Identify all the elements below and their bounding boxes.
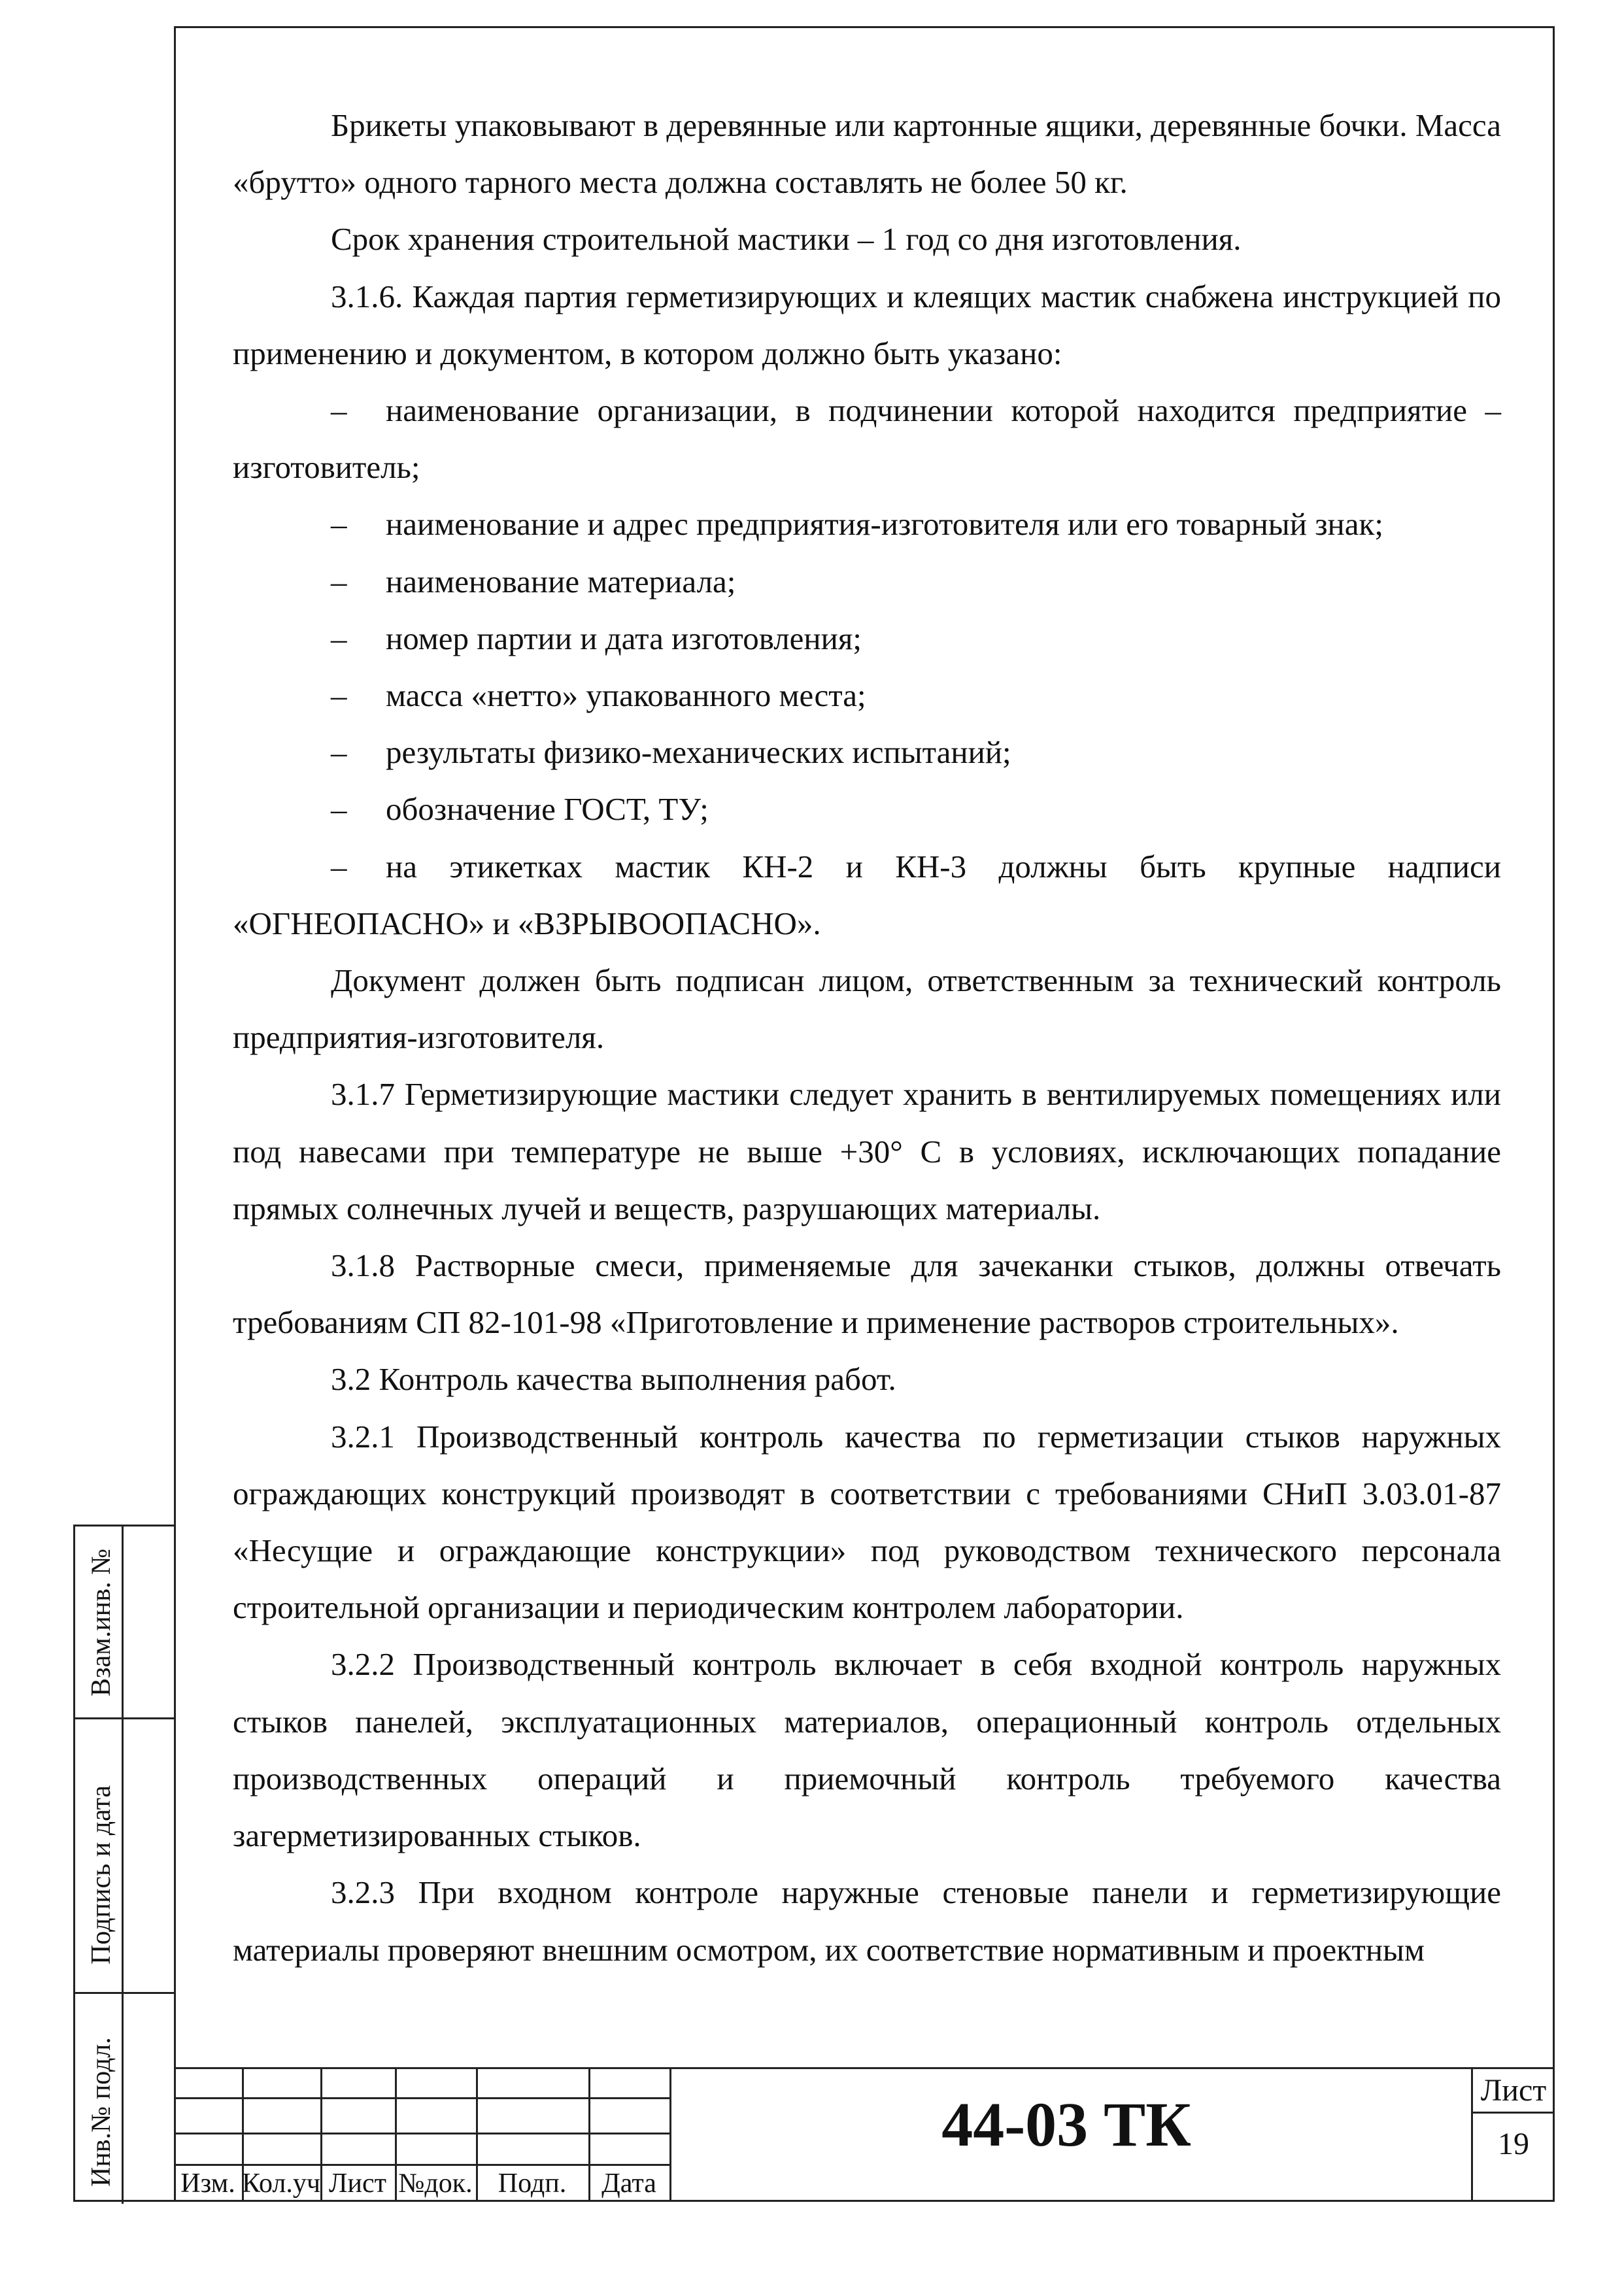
title-block-row-line (174, 2133, 671, 2134)
col-label-data: Дата (601, 2168, 656, 2199)
list-item-text: номер партии и дата изготовления; (386, 620, 862, 656)
dash-marker: – (331, 392, 347, 429)
col-label-list: Лист (329, 2168, 386, 2199)
document-body (233, 97, 1501, 1978)
list-item (233, 724, 1501, 781)
list-item (233, 610, 1501, 667)
dash-marker: – (331, 734, 347, 771)
list-item (233, 382, 1501, 496)
dash-marker: – (331, 791, 347, 828)
side-stamp-row-line (75, 1992, 176, 1994)
col-label-kol-uch: Кол.уч (242, 2168, 320, 2199)
list-item-text: наименование материала; (386, 563, 736, 599)
dash-marker: – (331, 677, 347, 714)
dash-marker: – (331, 506, 347, 543)
document-code: 44-03 ТК (941, 2089, 1191, 2159)
sheet-label: Лист (1480, 2073, 1547, 2108)
paragraph: Срок хранения строительной мастики – 1 год со дня изготовления. (331, 221, 1242, 258)
paragraph: 3.2.1 Производственный контроль качества по герметизации стыков наружных ограждающих конструкций производят в соответствии с требованиями СНиП 3.03.01-87 «Несущие и ограждающие конструкции» под руководством технического персонала строительной организации и периодическим контролем лаборатории. (233, 1418, 1501, 1626)
inv-orig-label: Инв.№ подл. (86, 2037, 116, 2187)
col-label-podp: Подп. (498, 2168, 567, 2199)
dash-marker: – (331, 848, 347, 885)
paragraph: Документ должен быть подписан лицом, ответственным за технический контроль предприятия-изготовителя. (233, 962, 1501, 1056)
side-stamp (73, 1525, 174, 2202)
title-block-row-line (1471, 2112, 1555, 2114)
title-block-col-line (1471, 2067, 1473, 2202)
paragraph: 3.1.7 Герметизирующие мастики следует хранить в вентилируемых помещениях или под навесами при температуре не выше +30° С в условиях, исключающих попадание прямых солнечных лучей и веществ, разрушающих материалы. (233, 1076, 1501, 1226)
title-block-row-line (174, 2097, 671, 2099)
paragraph: 3.2 Контроль качества выполнения работ. (331, 1361, 896, 1398)
paragraph: 3.1.8 Растворные смеси, применяемые для зачеканки стыков, должны отвечать требованиям СП 82-101-98 «Приготовление и применение растворов строительных». (233, 1247, 1501, 1341)
paragraph: 3.2.3 При входном контроле наружные стеновые панели и герметизирующие материалы проверяют внешним осмотром, их соответствие нормативным и проектным (233, 1874, 1501, 1968)
list-item-text: наименование и адрес предприятия-изготовителя или его товарный знак; (386, 506, 1383, 543)
list-item (233, 667, 1501, 724)
list-item (233, 553, 1501, 610)
list-item-text: результаты физико-механических испытаний; (386, 734, 1011, 771)
sheet-number: 19 (1498, 2127, 1529, 2161)
col-label-ndok: №док. (398, 2168, 473, 2199)
paragraph: Брикеты упаковывают в деревянные или картонные ящики, деревянные бочки. Масса «брутто» одного тарного места должна составлять не более 50 кг. (233, 107, 1501, 201)
list-item (233, 496, 1501, 552)
col-label-izm: Изм. (180, 2168, 235, 2199)
sign-date-label: Подпись и дата (86, 1785, 116, 1965)
dash-marker: – (331, 563, 347, 599)
list-item-text: на этикетках мастик КН-2 и КН-3 должны быть крупные надписи «ОГНЕОПАСНО» и «ВЗРЫВООПАСНО». (233, 848, 1501, 941)
list-item-text: масса «нетто» упакованного места; (386, 677, 866, 714)
list-item-text: наименование организации, в подчинении которой находится предприятие – изготовитель; (233, 392, 1501, 486)
list-item-text: обозначение ГОСТ, ТУ; (386, 791, 709, 828)
paragraph: 3.1.6. Каждая партия герметизирующих и клеящих мастик снабжена инструкцией по применению и документом, в котором должно быть указано: (233, 278, 1501, 371)
list-item (233, 781, 1501, 837)
list-item (233, 838, 1501, 952)
side-stamp-row-line (75, 1717, 176, 1719)
dash-marker: – (331, 620, 347, 656)
paragraph: 3.2.2 Производственный контроль включает в себя входной контроль наружных стыков панелей, эксплуатационных материалов, операционный контроль отдельных производственных операций и приемочный контроль требуемого качества загерметизированных стыков. (233, 1646, 1501, 1854)
inv-replace-label: Взам.инв. № (86, 1548, 116, 1696)
